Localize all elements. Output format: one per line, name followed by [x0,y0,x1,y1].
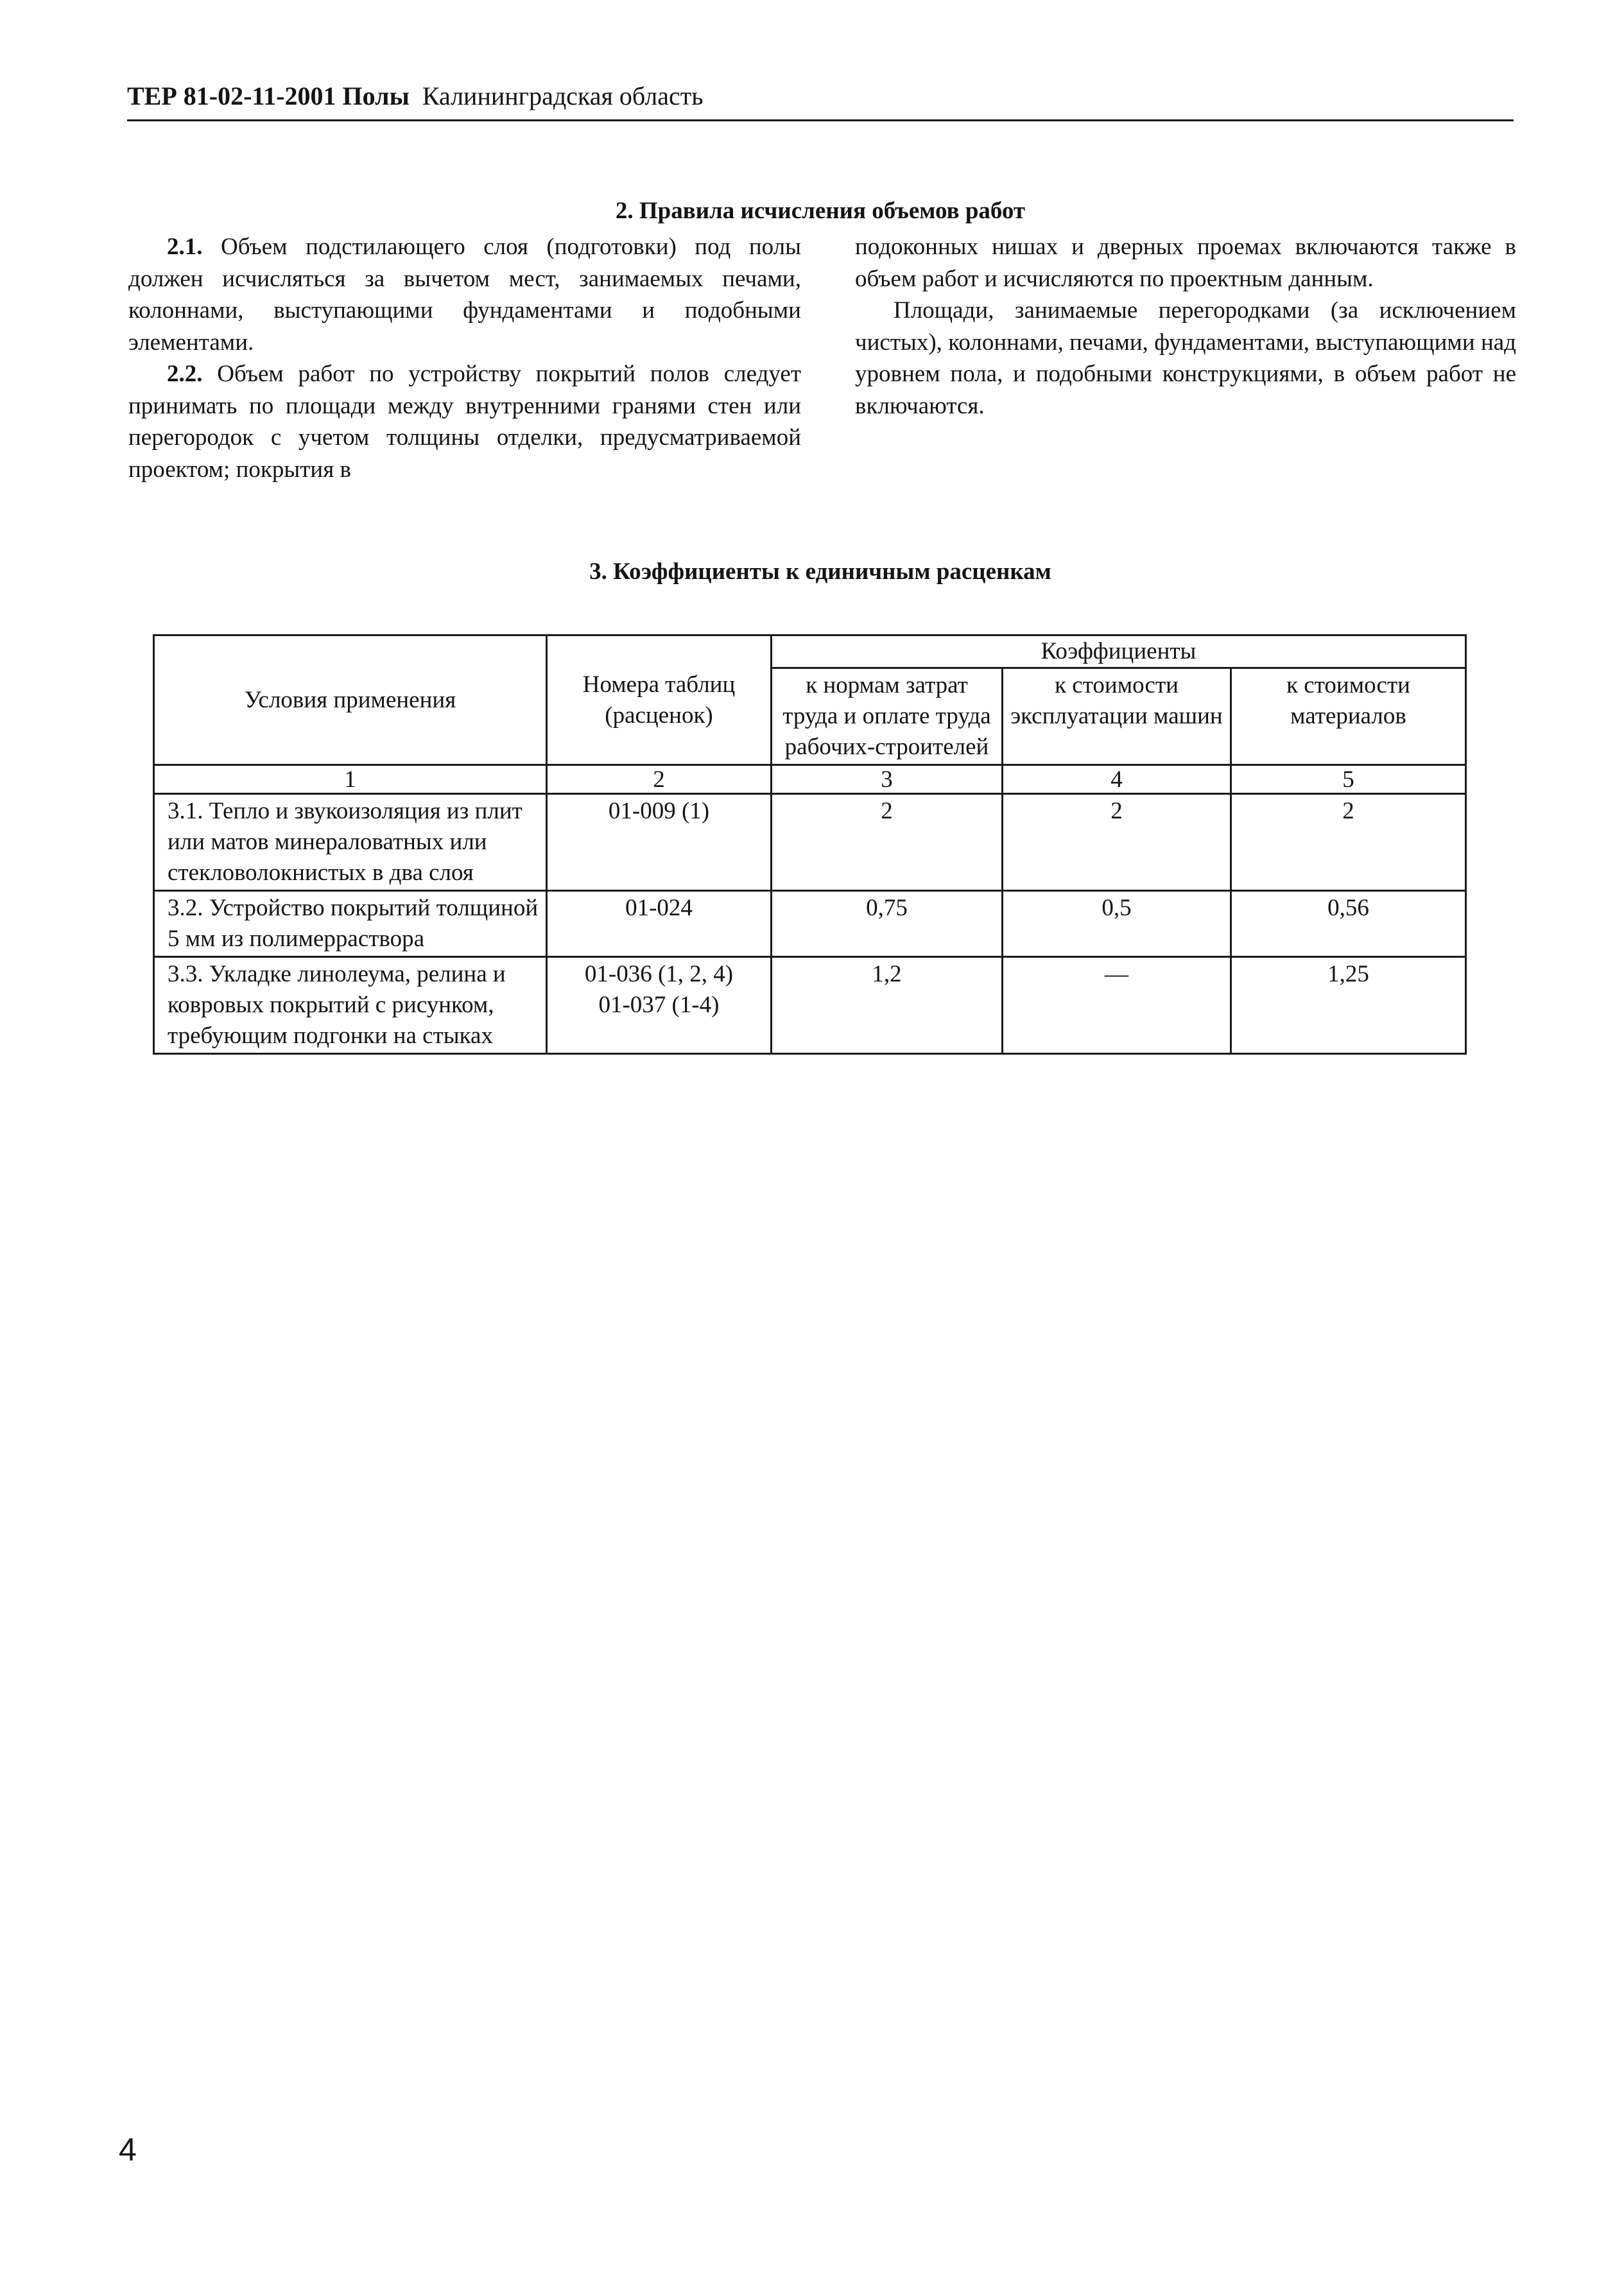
column-number: 4 [1003,765,1231,794]
row-condition: 3.1. Тепло и звукоизоляция из плит или матов минераловатных или стекловолокнистых в два слоя [154,794,547,891]
row-machines-coefficient: 0,5 [1003,891,1231,957]
row-condition: 3.2. Устройство покрытий толщиной 5 мм из полимерраствора [154,891,547,957]
row-labor-coefficient: 1,2 [772,957,1003,1054]
header-labor: к нормам затрат труда и оплате труда рабочих-строителей [772,668,1003,765]
row-labor-coefficient: 0,75 [772,891,1003,957]
right-column [855,231,1516,422]
row-materials-coefficient: 2 [1231,794,1466,891]
row-labor-coefficient: 2 [772,794,1003,891]
row-condition: 3.3. Укладке линолеума, релина и ковровых покрытий с рисунком, требующим подгонки на стыках [154,957,547,1054]
row-table-numbers: 01-009 (1) [547,794,772,891]
table-header-row [154,635,1466,668]
row-table-numbers [547,957,772,1054]
coefficients-table [153,634,1467,1055]
paragraph-2-2-number: 2.2. [167,361,203,387]
row-table-numbers: 01-024 [547,891,772,957]
document-code: ТЕР 81-02-11-2001 Полы [127,82,410,110]
paragraph-2-1-text: Объем подстилающего слоя (подготовки) под полы должен исчисляться за вычетом мест, занимаемых печами, колоннами, выступающими фундаментами и подобными элементами. [128,234,801,356]
table-row [154,891,1466,957]
paragraph-2-2-text: Объем работ по устройству покрытий полов следует принимать по площади между внутренними гранями стен или перегородок с учетом толщины отделки, предусматриваемой проектом; покрытия в [128,361,801,483]
row-table-number-line: 01-036 (1, 2, 4) [584,961,734,987]
section-3-title: 3. Коэффициенты к единичным расценкам [589,558,1051,585]
header-rule [127,119,1514,121]
section-2-title: 2. Правила исчисления объемов работ [615,198,1026,224]
page-number: 4 [119,2132,137,2168]
running-header [127,83,1514,109]
header-conditions: Условия применения [154,635,547,765]
header-coefficients: Коэффициенты [772,635,1466,668]
column-number: 2 [547,765,772,794]
row-materials-coefficient: 1,25 [1231,957,1466,1054]
row-materials-coefficient: 0,56 [1231,891,1466,957]
header-table-numbers: Номера таблиц (расценок) [547,635,772,765]
paragraph-2-1 [128,231,801,358]
region-name: Калининградская область [422,82,704,110]
header-materials: к стоимости материалов [1231,668,1466,765]
column-number: 3 [772,765,1003,794]
paragraph-2-1-number: 2.1. [167,234,203,260]
paragraph-2-2 [128,358,801,485]
left-column [128,231,801,485]
paragraph-2-3: Площади, занимаемые перегородками (за исключением чистых), колоннами, печами, фундаментами, выступающими над уровнем пола, и подобными конструкциями, в объем работ не включаются. [855,297,1516,419]
row-machines-coefficient: 2 [1003,794,1231,891]
column-number: 1 [154,765,547,794]
row-table-number-line: 01-037 (1-4) [598,992,720,1018]
table-row [154,794,1466,891]
table-row [154,957,1466,1054]
header-machines: к стоимости эксплуатации машин [1003,668,1231,765]
column-number: 5 [1231,765,1466,794]
row-machines-coefficient: — [1003,957,1231,1054]
paragraph-2-2-continued: подоконных нишах и дверных проемах включаются также в объем работ и исчисляются по проектным данным. [855,234,1516,292]
column-number-row [154,765,1466,794]
